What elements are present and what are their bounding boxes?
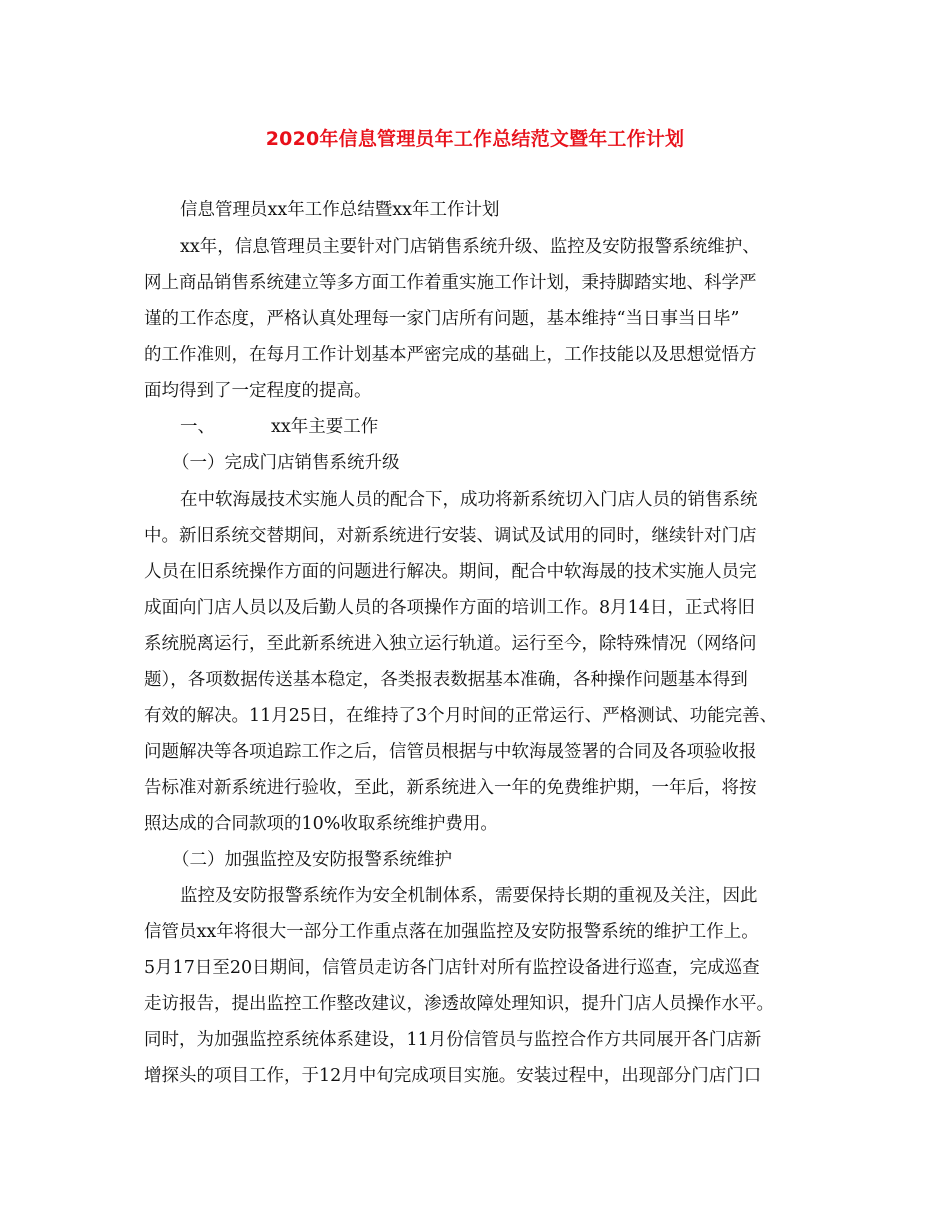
sub2-line: 监控及安防报警系统作为安全机制体系，需要保持长期的重视及关注，因此 [180, 886, 758, 906]
sub1-line: 告标准对新系统进行验收，至此，新系统进入一年的免费维护期，一年后，将按 [144, 778, 757, 798]
sub2-line: 同时，为加强监控系统体系建设，11月份信管员与监控合作方共同展开各门店新 [144, 1030, 762, 1050]
document-title: 2020年信息管理员年工作总结范文暨年工作计划 [265, 128, 685, 150]
sub2-line: 走访报告，提出监控工作整改建议，渗透故障处理知识，提升门店人员操作水平。 [144, 994, 774, 1014]
sub2-line: 5月17日至20日期间，信管员走访各门店针对所有监控设备进行巡查，完成巡查 [144, 958, 760, 978]
subsection-heading-1: （一）完成门店销售系统升级 [172, 453, 400, 473]
sub1-line: 成面向门店人员以及后勤人员的各项操作方面的培训工作。8月14日，正式将旧 [144, 598, 755, 618]
section-heading-1 [180, 412, 378, 442]
sub2-line: 增探头的项目工作，于12月中旬完成项目实施。安装过程中，出现部分门店门口 [144, 1066, 762, 1086]
subsection-heading-2: （二）加强监控及安防报警系统维护 [172, 850, 452, 870]
intro-line: 面均得到了一定程度的提高。 [144, 381, 372, 401]
sub2-line: 信管员xx年将很大一部分工作重点落在加强监控及安防报警系统的维护工作上。 [144, 922, 759, 942]
sub1-line: 人员在旧系统操作方面的问题进行解决。期间，配合中软海晟的技术实施人员完 [144, 562, 757, 582]
sub1-line: 照达成的合同款项的10%收取系统维护费用。 [144, 814, 498, 834]
sub1-line: 系统脱离运行，至此新系统进入独立运行轨道。运行至今，除特殊情况（网络问 [144, 634, 757, 654]
sub1-line: 中。新旧系统交替期间，对新系统进行安装、调试及试用的同时，继续针对门店 [144, 526, 757, 546]
intro-line: xx年，信息管理员主要针对门店销售系统升级、监控及安防报警系统维护、 [180, 237, 760, 257]
intro-line: 网上商品销售系统建立等多方面工作着重实施工作计划，秉持脚踏实地、科学严 [144, 273, 757, 293]
sub1-line: 题），各项数据传送基本稳定，各类报表数据基本准确，各种操作问题基本得到 [144, 670, 748, 690]
sub1-line: 在中软海晟技术实施人员的配合下，成功将新系统切入门店人员的销售系统 [180, 490, 758, 510]
sub1-line: 问题解决等各项追踪工作之后，信管员根据与中软海晟签署的合同及各项验收报 [144, 742, 757, 762]
section-label: xx年主要工作 [271, 417, 379, 437]
section-number: 一、 [180, 417, 215, 437]
document-subtitle: 信息管理员xx年工作总结暨xx年工作计划 [180, 200, 500, 220]
intro-line: 谨的工作态度，严格认真处理每一家门店所有问题，基本维持“当日事当日毕” [144, 309, 740, 329]
intro-line: 的工作准则，在每月工作计划基本严密完成的基础上，工作技能以及思想觉悟方 [144, 345, 757, 365]
sub1-line: 有效的解决。11月25日，在维持了3个月时间的正常运行、严格测试、功能完善、 [144, 706, 778, 726]
